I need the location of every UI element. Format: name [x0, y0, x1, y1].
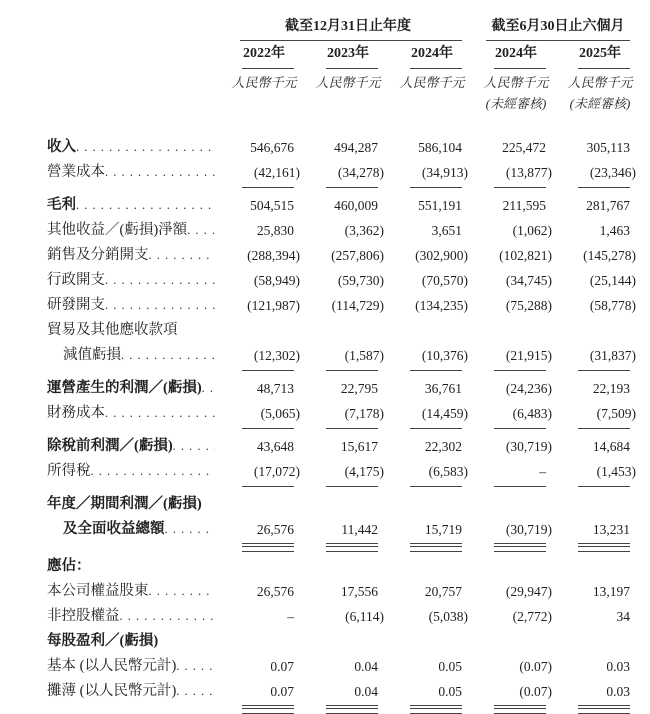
- row-label-cell: [47, 517, 222, 542]
- table-header: [47, 12, 650, 114]
- value-cell: 504,515: [250, 198, 294, 213]
- table-row: [47, 218, 650, 243]
- value-cell: (21,915): [474, 343, 558, 368]
- value-cell: 0.07: [222, 679, 306, 704]
- column-group-interim: [474, 16, 642, 38]
- row-label: 應佔：: [47, 558, 91, 574]
- value-cell: (0.07): [474, 679, 558, 704]
- value-cell: (2,772): [512, 609, 552, 624]
- value-cell: 11,442: [306, 517, 390, 542]
- value-cell: (30,719): [474, 517, 558, 542]
- value-cell: 0.05: [390, 679, 474, 704]
- column-header-2024: 2024年: [390, 41, 474, 67]
- row-label: 所得稅: [47, 463, 91, 479]
- value-cell: 13,231: [558, 517, 642, 542]
- row-label-cell: [47, 679, 222, 704]
- value-cell: (5,065): [222, 401, 306, 426]
- value-cell: 0.07: [270, 659, 294, 674]
- table-row: [47, 654, 650, 679]
- row-label-cell: [47, 318, 222, 343]
- table-row: [47, 679, 650, 704]
- value-cell: 20,757: [424, 584, 462, 599]
- row-label-cell: [47, 193, 222, 218]
- value-cell: 15,719: [390, 517, 474, 542]
- value-cell: 25,830: [256, 223, 294, 238]
- value-cell: (1,453): [558, 459, 642, 484]
- row-label: 運營產生的利潤／(虧損): [47, 380, 202, 396]
- value-cell: (5,038): [428, 609, 468, 624]
- value-cell: (42,161): [222, 160, 306, 185]
- value-cell: 22,795: [340, 381, 378, 396]
- value-cell: 17,556: [340, 584, 378, 599]
- table-row: [47, 135, 650, 160]
- table-row: [47, 579, 650, 604]
- value-cell: (14,459): [390, 401, 474, 426]
- value-cell: (30,719): [505, 439, 552, 454]
- value-cell: 14,684: [592, 439, 630, 454]
- dot-leader: [176, 654, 215, 679]
- value-cell: (12,302): [222, 343, 306, 368]
- value-cell: (1,062): [512, 223, 552, 238]
- row-label-cell: [47, 401, 222, 426]
- row-label-cell: [47, 554, 222, 579]
- value-cell: –: [287, 609, 294, 624]
- column-group-annual: [222, 16, 474, 38]
- dot-leader: [105, 293, 215, 318]
- value-cell: (29,947): [505, 584, 552, 599]
- value-cell: 546,676: [250, 140, 294, 155]
- value-cell: (0.07): [519, 659, 552, 674]
- value-cell: 15,617: [340, 439, 378, 454]
- table-row: [47, 434, 650, 459]
- value-cell: (134,235): [415, 298, 468, 313]
- row-label-cell: [47, 343, 222, 368]
- value-cell: (3,362): [344, 223, 384, 238]
- value-cell: 3,651: [431, 223, 462, 238]
- value-cell: (23,346): [558, 160, 642, 185]
- value-cell: (6,583): [390, 459, 474, 484]
- table-row: [47, 604, 650, 629]
- row-label: 非控股權益: [47, 608, 120, 624]
- value-cell: 26,576: [256, 584, 294, 599]
- value-cell: 0.04: [354, 659, 378, 674]
- row-label-cell: [47, 160, 222, 185]
- value-cell: 22,193: [592, 381, 630, 396]
- column-header-2023: 2023年: [306, 41, 390, 67]
- row-label: 本公司權益股東: [47, 583, 149, 599]
- value-cell: (59,730): [337, 273, 384, 288]
- value-cell: (58,778): [589, 298, 636, 313]
- row-label: 銷售及分銷開支: [47, 247, 149, 263]
- table-row: [47, 268, 650, 293]
- value-cell: 48,713: [256, 381, 294, 396]
- value-cell: (288,394): [247, 248, 300, 263]
- value-cell: (1,587): [306, 343, 390, 368]
- value-cell: 1,463: [599, 223, 630, 238]
- table-row: [47, 629, 650, 654]
- value-cell: –: [474, 459, 558, 484]
- dot-leader: [105, 160, 215, 185]
- value-cell: 34: [616, 609, 630, 624]
- row-label: 行政開支: [47, 272, 105, 288]
- table-row: [47, 193, 650, 218]
- row-label: 年度／期間利潤／(虧損): [47, 496, 202, 512]
- value-cell: 26,576: [222, 517, 306, 542]
- dot-leader: [202, 376, 215, 401]
- value-cell: 551,191: [418, 198, 462, 213]
- unaudited-note: (未經審核): [485, 96, 547, 111]
- dot-leader: [149, 579, 216, 604]
- column-header-2022: 2022年: [222, 41, 306, 67]
- row-label-cell: [47, 579, 222, 604]
- row-label-cell: [47, 376, 222, 401]
- row-label-cell: [47, 268, 222, 293]
- dot-leader: [165, 517, 216, 542]
- value-cell: (6,483): [474, 401, 558, 426]
- value-cell: (25,144): [589, 273, 636, 288]
- value-cell: (70,570): [421, 273, 468, 288]
- value-cell: 43,648: [256, 439, 294, 454]
- table-row: [47, 459, 650, 484]
- value-cell: (121,987): [247, 298, 300, 313]
- row-label: 營業成本: [47, 164, 105, 180]
- unit-label: 人民幣千元: [567, 75, 633, 90]
- row-label-cell: [47, 243, 222, 268]
- row-label: 研發開支: [47, 297, 105, 313]
- value-cell: 22,302: [424, 439, 462, 454]
- value-cell: 281,767: [586, 198, 630, 213]
- dot-leader: [120, 604, 216, 629]
- value-cell: 460,009: [334, 198, 378, 213]
- unit-label: 人民幣千元: [399, 75, 465, 90]
- row-label-cell: [47, 459, 222, 484]
- unit-label: 人民幣千元: [315, 75, 381, 90]
- table-row: [47, 160, 650, 185]
- row-label-cell: [47, 492, 222, 517]
- value-cell: 211,595: [502, 198, 546, 213]
- table-row: [47, 318, 650, 343]
- value-cell: 586,104: [418, 140, 462, 155]
- row-label: 貿易及其他應收款項: [47, 322, 178, 338]
- dot-leader: [187, 218, 215, 243]
- dot-leader: [76, 193, 215, 218]
- table-row: [47, 343, 650, 368]
- row-label: 除稅前利潤／(虧損): [47, 438, 173, 454]
- row-label-cell: [47, 135, 222, 160]
- row-label-cell: [47, 293, 222, 318]
- row-label: 減值虧損: [63, 347, 121, 363]
- column-header-2024-interim: 2024年: [474, 41, 558, 67]
- value-cell: (31,837): [558, 343, 642, 368]
- value-cell: (58,949): [253, 273, 300, 288]
- column-header-2025-interim: 2025年: [558, 41, 642, 67]
- table-row: [47, 492, 650, 517]
- value-cell: (257,806): [331, 248, 384, 263]
- row-label: 毛利: [47, 197, 76, 213]
- row-label: 財務成本: [47, 405, 105, 421]
- value-cell: 305,113: [586, 140, 630, 155]
- dot-leader: [121, 343, 215, 368]
- value-cell: (114,729): [331, 298, 384, 313]
- row-label: 每股盈利／(虧損): [47, 633, 159, 649]
- value-cell: 0.03: [606, 659, 630, 674]
- dot-leader: [105, 268, 215, 293]
- value-cell: (13,877): [474, 160, 558, 185]
- column-group-interim-label: 截至6月30日止六個月: [491, 19, 625, 34]
- row-label: 其他收益／(虧損)淨額: [47, 222, 188, 238]
- value-cell: (6,114): [345, 609, 384, 624]
- table-row: [47, 293, 650, 318]
- value-cell: (34,278): [306, 160, 390, 185]
- value-cell: (7,509): [558, 401, 642, 426]
- row-label: 基本 (以人民幣元計): [47, 658, 177, 674]
- dot-leader: [91, 459, 216, 484]
- dot-leader: [176, 679, 215, 704]
- row-label: 及全面收益總額: [63, 521, 165, 537]
- value-cell: (75,288): [505, 298, 552, 313]
- dot-leader: [105, 401, 215, 426]
- table-row: [47, 376, 650, 401]
- value-cell: 36,761: [424, 381, 462, 396]
- table-row: [47, 554, 650, 579]
- value-cell: (4,175): [306, 459, 390, 484]
- value-cell: (17,072): [222, 459, 306, 484]
- value-cell: (34,913): [390, 160, 474, 185]
- value-cell: (7,178): [306, 401, 390, 426]
- value-cell: (145,278): [583, 248, 636, 263]
- table-row: [47, 243, 650, 268]
- table-body: [47, 135, 650, 704]
- value-cell: (10,376): [390, 343, 474, 368]
- dot-leader: [173, 434, 215, 459]
- value-cell: (34,745): [505, 273, 552, 288]
- unit-label: 人民幣千元: [483, 75, 549, 90]
- value-cell: 0.05: [438, 659, 462, 674]
- value-cell: 225,472: [502, 140, 546, 155]
- dot-leader: [149, 243, 216, 268]
- unaudited-note: (未經審核): [569, 96, 631, 111]
- value-cell: 13,197: [592, 584, 630, 599]
- value-cell: (102,821): [499, 248, 552, 263]
- row-label-cell: [47, 434, 222, 459]
- value-cell: 494,287: [334, 140, 378, 155]
- value-cell: (302,900): [415, 248, 468, 263]
- row-label: 攤薄 (以人民幣元計): [47, 683, 177, 699]
- dot-leader: [76, 135, 215, 160]
- value-cell: 0.04: [306, 679, 390, 704]
- row-label-cell: [47, 629, 222, 654]
- table-row: [47, 401, 650, 426]
- unit-label: 人民幣千元: [231, 75, 297, 90]
- row-label: 收入: [47, 139, 76, 155]
- column-group-annual-label: 截至12月31日止年度: [285, 19, 411, 34]
- value-cell: (24,236): [505, 381, 552, 396]
- table-row: [47, 517, 650, 542]
- value-cell: 0.03: [558, 679, 642, 704]
- row-label-cell: [47, 604, 222, 629]
- row-label-cell: [47, 654, 222, 679]
- row-label-cell: [47, 218, 222, 243]
